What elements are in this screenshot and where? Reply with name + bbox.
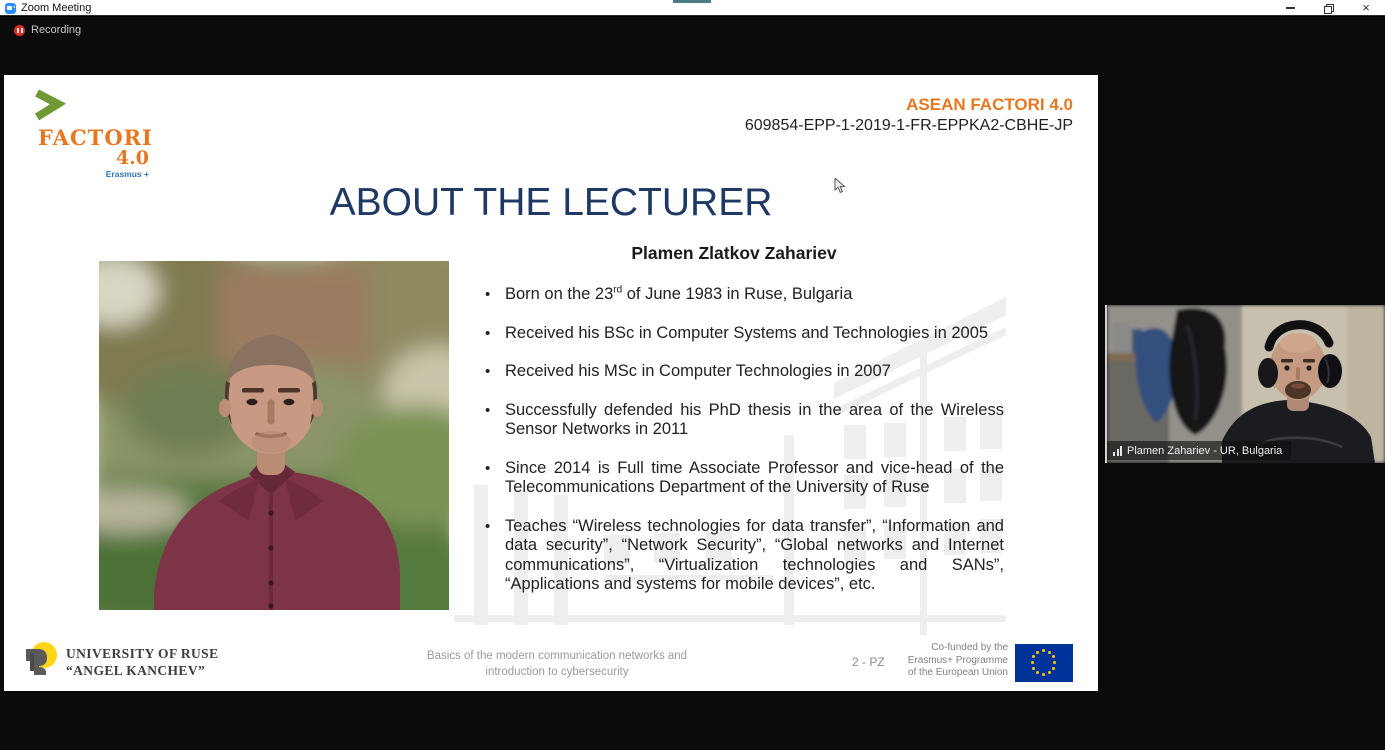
lecturer-photo bbox=[99, 261, 449, 610]
university-subtitle: “ANGEL KANCHEV” bbox=[66, 663, 206, 678]
recording-label: Recording bbox=[31, 24, 82, 36]
university-logo bbox=[20, 641, 60, 681]
restore-button[interactable] bbox=[1309, 0, 1347, 16]
slide-page-number: 2 - PZ bbox=[852, 655, 885, 669]
factori-chevron-icon bbox=[32, 89, 66, 121]
list-item bbox=[483, 324, 1004, 344]
participant-name-bar bbox=[1107, 441, 1291, 460]
zoom-app-icon bbox=[5, 3, 16, 14]
factori-logo bbox=[26, 89, 153, 179]
project-header bbox=[745, 95, 1073, 137]
audio-signal-icon bbox=[1113, 446, 1122, 456]
eu-funding-text bbox=[884, 642, 1008, 680]
bullet-text: Received his BSc in Computer Systems and Technologies in 2005 bbox=[505, 323, 989, 342]
webcam-video bbox=[1107, 305, 1385, 463]
course-title bbox=[392, 648, 722, 680]
eu-funding-line3: of the European Union bbox=[907, 667, 1008, 678]
shared-screen-slide bbox=[4, 75, 1098, 691]
close-icon: × bbox=[1362, 0, 1370, 15]
eu-funding-line2: Erasmus+ Programme bbox=[907, 654, 1008, 666]
webcam-video-tile[interactable] bbox=[1105, 305, 1385, 463]
bullet-text: Teaches “Wireless technologies for data transfer”, “Information and data security”, “Network Security”, “Global networks and Internet communications”, “Virtualization technologies and SANs”, “Applications and systems for mobile devices”, etc. bbox=[505, 516, 1004, 593]
erasmus-subbrand: Erasmus + bbox=[105, 169, 149, 179]
list-item bbox=[483, 362, 1004, 382]
list-item bbox=[483, 401, 1004, 440]
factori-wordmark: FACTORI bbox=[38, 125, 153, 150]
university-name-block bbox=[66, 645, 218, 679]
lecturer-bio-list bbox=[483, 285, 1004, 614]
participant-label: Plamen Zahariev - UR, Bulgaria bbox=[1127, 444, 1283, 457]
course-line1: Basics of the modern communication networks and bbox=[426, 650, 688, 662]
university-name: UNIVERSITY OF RUSE bbox=[66, 646, 219, 661]
minimize-button[interactable] bbox=[1271, 0, 1309, 16]
lecturer-name: Plamen Zlatkov Zahariev bbox=[631, 243, 837, 263]
list-item bbox=[483, 285, 1004, 305]
window-controls bbox=[1271, 0, 1385, 16]
window-title: Zoom Meeting bbox=[21, 2, 92, 14]
meeting-area bbox=[0, 17, 1385, 750]
course-line2: introduction to cybersecurity bbox=[485, 666, 629, 678]
bullet-text: Received his MSc in Computer Technologies in 2007 bbox=[505, 362, 891, 380]
list-item bbox=[483, 517, 1004, 595]
factori-version: 4.0 bbox=[115, 147, 149, 169]
bullet-text: of June 1983 in Ruse, Bulgaria bbox=[622, 285, 853, 303]
eu-funding-line1: Co-funded by the bbox=[931, 642, 1008, 653]
recording-icon bbox=[14, 25, 25, 36]
cursor-pointer-icon bbox=[834, 178, 848, 194]
project-code: 609854-EPP-1-2019-1-FR-EPPKA2-CBHE-JP bbox=[744, 117, 1073, 134]
meeting-controls-accent-bar bbox=[673, 0, 711, 3]
slide-title: ABOUT THE LECTURER bbox=[329, 181, 773, 224]
list-item bbox=[483, 459, 1004, 498]
close-button[interactable] bbox=[1347, 0, 1385, 16]
bullet-text: Born on the 23 bbox=[505, 285, 614, 303]
bullet-superscript: rd bbox=[613, 284, 623, 296]
bullet-text: Successfully defended his PhD thesis in the area of the Wireless Sensor Networks in 2011 bbox=[505, 400, 1004, 438]
recording-indicator bbox=[14, 24, 81, 36]
restore-icon bbox=[1324, 4, 1332, 12]
project-name: ASEAN FACTORI 4.0 bbox=[906, 95, 1073, 114]
eu-flag bbox=[1015, 644, 1073, 682]
bullet-text: Since 2014 is Full time Associate Professor and vice-head of the Telecommunications Department of the University of Ruse bbox=[505, 458, 1004, 496]
window-titlebar bbox=[0, 0, 1385, 16]
minimize-icon bbox=[1286, 7, 1295, 9]
